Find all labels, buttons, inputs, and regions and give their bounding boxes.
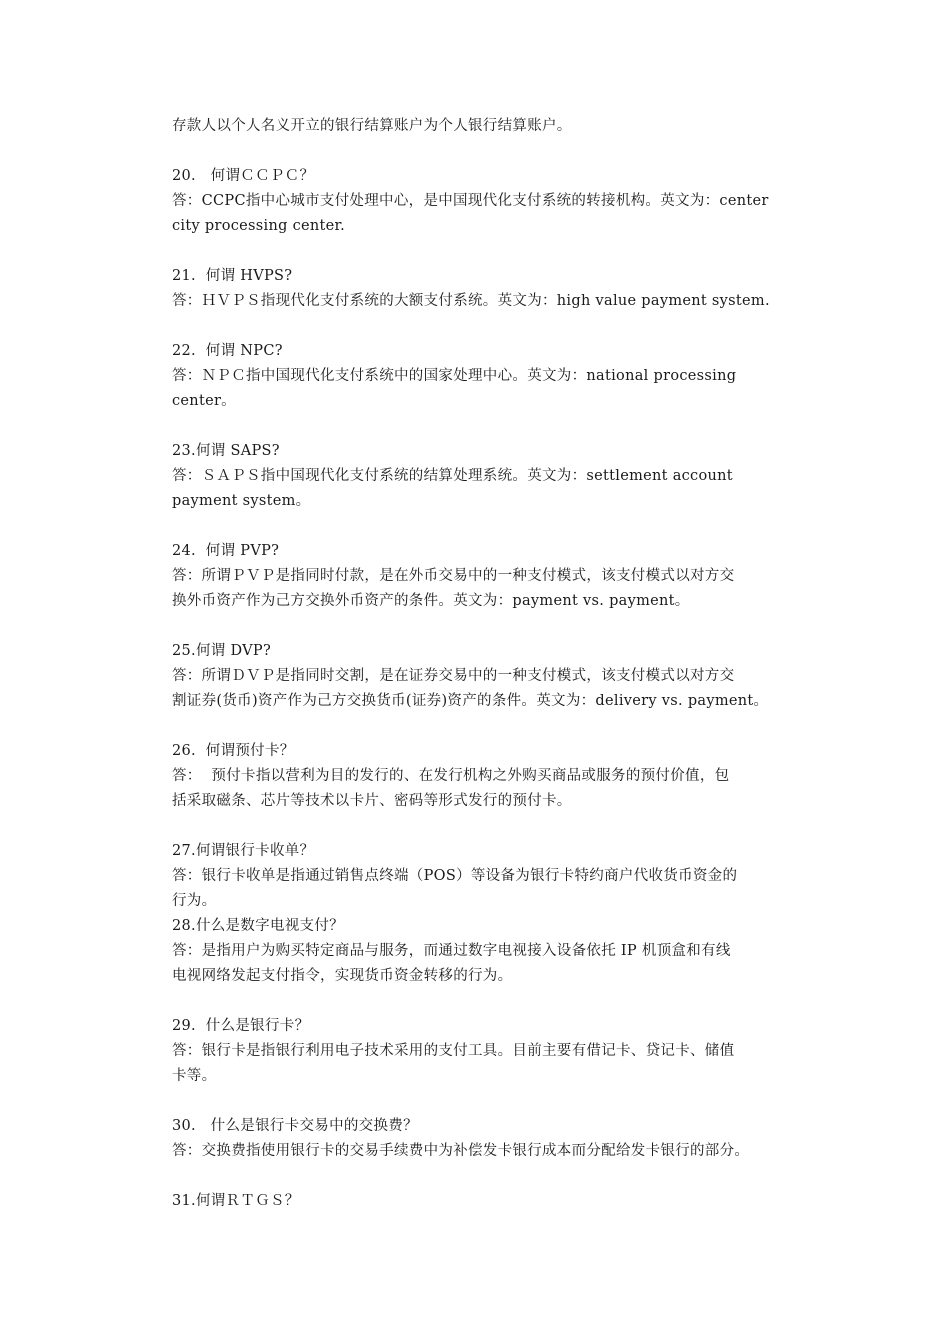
question-heading: 28.什么是数字电视支付？ <box>172 918 344 934</box>
question-heading: 22. 何谓 NPC? <box>172 343 283 359</box>
answer-line: 答：ＮＰＣ指中国现代化支付系统中的国家处理中心。英文为：national processing <box>172 368 737 384</box>
question-heading: 26. 何谓预付卡？ <box>172 743 295 759</box>
answer-line: 电视网络发起支付指令，实现货币资金转移的行为。 <box>172 968 513 984</box>
question-heading: 23.何谓 SAPS? <box>172 443 280 459</box>
answer-line: 答：银行卡收单是指通过销售点终端（POS）等设备为银行卡特约商户代收货币资金的 <box>172 868 738 884</box>
answer-line: 答：所谓ＤＶＰ是指同时交割，是在证券交易中的一种支付模式，该支付模式以对方交 <box>172 668 735 684</box>
answer-line: 答：所谓ＰＶＰ是指同时付款，是在外币交易中的一种支付模式，该支付模式以对方交 <box>172 568 735 584</box>
answer-line: city processing center. <box>172 218 346 234</box>
question-heading: 24. 何谓 PVP? <box>172 543 280 559</box>
paragraph-gap <box>172 239 822 264</box>
answer-line: 换外币资产作为己方交换外币资产的条件。英文为：payment vs. payment。 <box>172 593 690 609</box>
paragraph-gap <box>172 139 822 164</box>
answer-line: 卡等。 <box>172 1068 217 1084</box>
question-heading: 21. 何谓 HVPS? <box>172 268 293 284</box>
paragraph-gap <box>172 514 822 539</box>
answer-line: 割证券(货币)资产作为己方交换货币(证券)资产的条件。英文为：delivery vs. payment。 <box>172 693 769 709</box>
question-heading: 31.何谓ＲＴＧＳ？ <box>172 1193 300 1209</box>
paragraph-gap <box>172 714 822 739</box>
paragraph-gap <box>172 814 822 839</box>
answer-line: 答：交换费指使用银行卡的交易手续费中为补偿发卡银行成本而分配给发卡银行的部分。 <box>172 1143 750 1159</box>
answer-line: 答：ＨＶＰＳ指现代化支付系统的大额支付系统。英文为：high value payment system. <box>172 293 770 309</box>
answer-line: 答：是指用户为购买特定商品与服务，而通过数字电视接入设备依托 IP 机顶盒和有线 <box>172 943 731 959</box>
question-heading: 29. 什么是银行卡？ <box>172 1018 310 1034</box>
answer-line: center。 <box>172 393 236 409</box>
paragraph-gap <box>172 614 822 639</box>
question-heading: 25.何谓 DVP? <box>172 643 272 659</box>
paragraph-gap <box>172 414 822 439</box>
answer-line: 答：ＳＡＰＳ指中国现代化支付系统的结算处理系统。英文为：settlement account <box>172 468 733 484</box>
paragraph-gap <box>172 1089 822 1114</box>
paragraph-gap <box>172 989 822 1014</box>
answer-line: 答：银行卡是指银行利用电子技术采用的支付工具。目前主要有借记卡、贷记卡、储值 <box>172 1043 735 1059</box>
answer-line: 行为。 <box>172 893 217 909</box>
paragraph-gap <box>172 314 822 339</box>
answer-line: 答：CCPC指中心城市支付处理中心，是中国现代化支付系统的转接机构。英文为：center <box>172 193 769 209</box>
document-body <box>172 114 822 1214</box>
answer-line: payment system。 <box>172 493 311 509</box>
question-heading: 20. 何谓ＣＣＰＣ？ <box>172 168 315 184</box>
intro-paragraph: 存款人以个人名义开立的银行结算账户为个人银行结算账户。 <box>172 118 572 134</box>
question-heading: 27.何谓银行卡收单？ <box>172 843 315 859</box>
answer-line: 答： 预付卡指以营利为目的发行的、在发行机构之外购买商品或服务的预付价值，包 <box>172 768 730 784</box>
paragraph-gap <box>172 1164 822 1189</box>
answer-line: 括采取磁条、芯片等技术以卡片、密码等形式发行的预付卡。 <box>172 793 572 809</box>
question-heading: 30. 什么是银行卡交易中的交换费？ <box>172 1118 418 1134</box>
